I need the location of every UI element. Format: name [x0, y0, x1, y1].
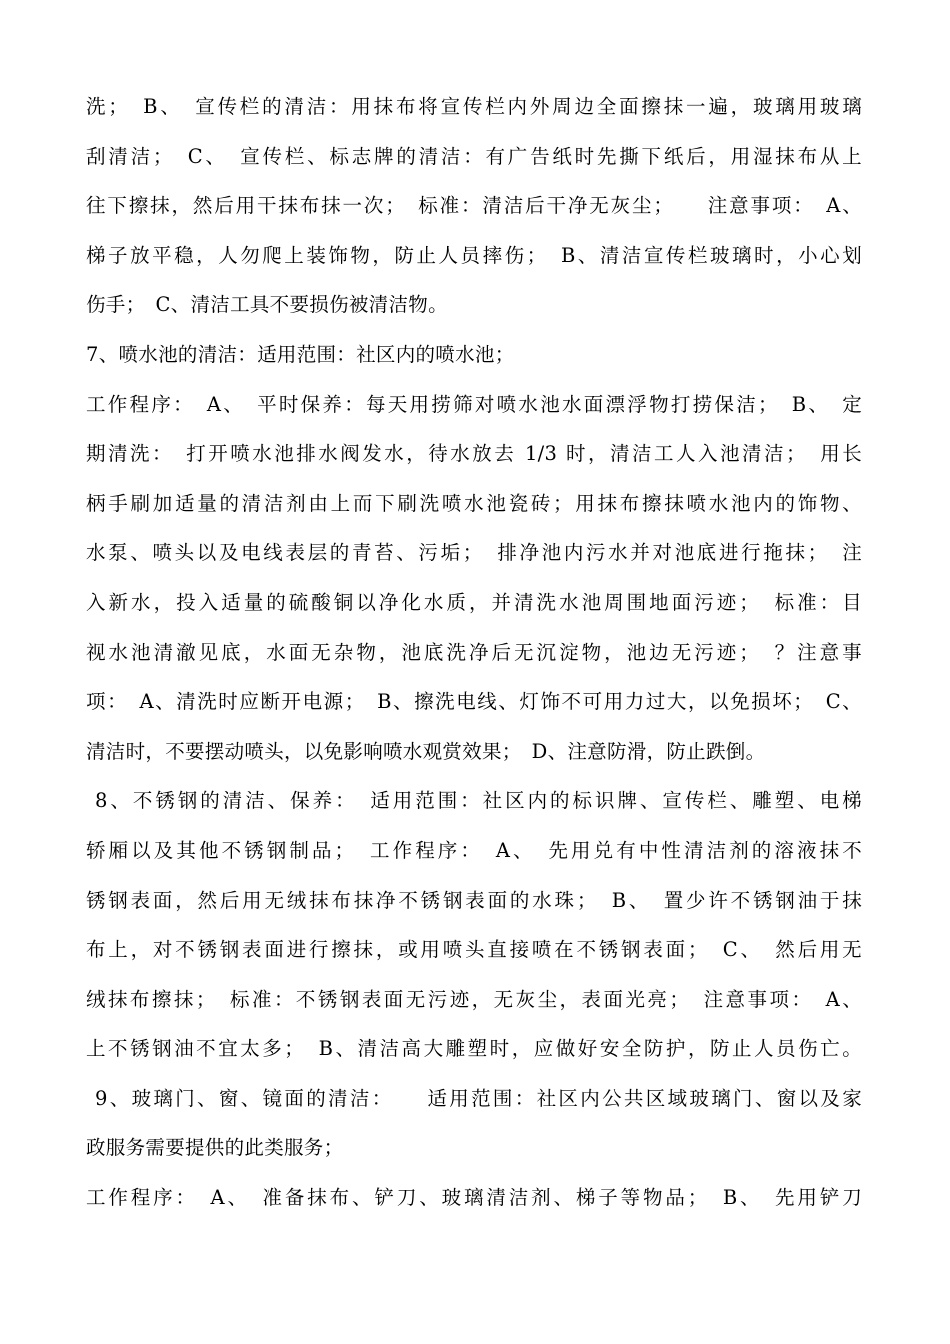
text-line-6: 7、喷水池的清洁：适用范围：社区内的喷水池； — [86, 342, 515, 366]
text-line-9: 柄手刷加适量的清洁剂由上而下刷洗喷水池瓷砖；用抹布擦抹喷水池内的饰物、 — [86, 491, 862, 515]
text-line-5: 伤手； C、清洁工具不要损伤被清洁物。 — [86, 293, 448, 317]
text-line-4: 梯子放平稳，人勿爬上装饰物，防止人员摔伤； B、清洁宣传栏玻璃时，小心划 — [86, 243, 862, 267]
text-line-1: 洗； B、 宣传栏的清洁：用抹布将宣传栏内外周边全面擦抹一遍，玻璃用玻璃 — [86, 95, 862, 118]
text-line-14: 清洁时，不要摆动喷头，以免影响喷水观赏效果； D、注意防滑，防止跌倒。 — [86, 739, 766, 763]
text-line-21: 9、玻璃门、窗、镜面的清洁： 适用范围：社区内公共区域玻璃门、窗以及家 — [95, 1086, 862, 1110]
text-line-12: 视水池清澈见底，水面无杂物，池底洗净后无沉淀物，池边无污迹； ？注意事 — [86, 640, 862, 664]
text-line-7: 工作程序： A、 平时保养：每天用捞筛对喷水池水面漂浮物打捞保洁； B、 定 — [86, 392, 862, 416]
text-line-2: 刮清洁； C、 宣传栏、标志牌的清洁：有广告纸时先撕下纸后，用湿抹布从上 — [86, 144, 862, 168]
text-line-11: 入新水，投入适量的硫酸铜以净化水质，并清洗水池周围地面污迹； 标准：目 — [86, 590, 862, 614]
text-line-18: 布上，对不锈钢表面进行擦抹，或用喷头直接喷在不锈钢表面； C、 然后用无 — [86, 938, 862, 962]
text-line-3: 往下擦抹，然后用干抹布抹一次； 标准：清洁后干净无灰尘； 注意事项： A、 — [86, 194, 862, 218]
text-line-19: 绒抹布擦抹； 标准：不锈钢表面无污迹，无灰尘，表面光亮； 注意事项： A、 — [86, 987, 862, 1011]
text-line-17: 锈钢表面，然后用无绒抹布抹净不锈钢表面的水珠； B、 置少许不锈钢油于抹 — [86, 888, 862, 912]
text-line-20: 上不锈钢油不宜太多； B、清洁高大雕塑时，应做好安全防护，防止人员伤亡。 — [86, 1037, 862, 1061]
text-line-13: 项： A、清洗时应断开电源； B、擦洗电线、灯饰不可用力过大，以免损坏； C、 — [86, 690, 862, 714]
text-line-8: 期清洗： 打开喷水池排水阀发水，待水放去 1/3 时，清洁工人入池清洁； 用长 — [86, 442, 862, 466]
text-line-23: 工作程序： A、 准备抹布、铲刀、玻璃清洁剂、梯子等物品； B、 先用铲刀 — [86, 1186, 862, 1210]
text-line-22: 政服务需要提供的此类服务； — [86, 1136, 344, 1160]
document-body — [86, 82, 862, 1223]
text-line-10: 水泵、喷头以及电线表层的青苔、污垢； 排净池内污水并对池底进行拖抹； 注 — [86, 541, 862, 565]
text-line-16: 轿厢以及其他不锈钢制品； 工作程序： A、 先用兑有中性清洁剂的溶液抹不 — [86, 838, 862, 862]
text-line-15: 8、不锈钢的清洁、保养： 适用范围：社区内的标识牌、宣传栏、雕塑、电梯 — [95, 789, 862, 813]
